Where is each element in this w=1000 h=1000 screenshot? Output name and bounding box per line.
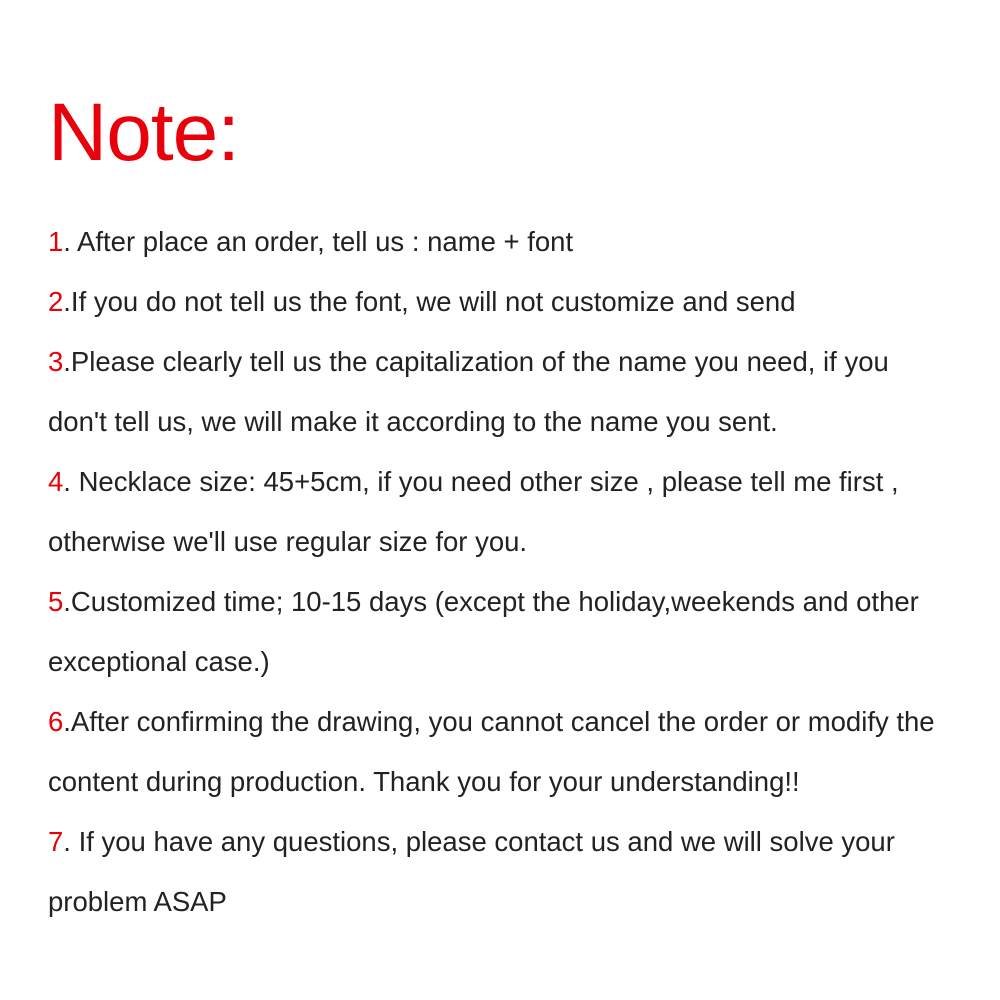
note-text: . After place an order, tell us : name + font: [63, 226, 574, 257]
note-number: 5: [48, 586, 64, 617]
note-text: .Please clearly tell us the capitalization of the name you need, if you: [63, 346, 889, 377]
note-7-line-1: [48, 812, 978, 872]
note-number: 6: [48, 706, 64, 737]
note-number: 7: [48, 826, 64, 857]
note-text: . Necklace size: 45+5cm, if you need other size , please tell me first ,: [63, 466, 899, 497]
note-text-continued: content during production. Thank you for your understanding!!: [48, 766, 800, 797]
note-5-line-1: [48, 572, 978, 632]
note-number: 4: [48, 466, 64, 497]
note-3-line-2: [48, 392, 978, 452]
note-number: 3: [48, 346, 64, 377]
note-text-continued: don't tell us, we will make it according to the name you sent.: [48, 406, 778, 437]
note-2-line-1: [48, 272, 978, 332]
note-4-line-1: [48, 452, 978, 512]
note-7-line-2: [48, 872, 978, 932]
note-text: .If you do not tell us the font, we will not customize and send: [63, 286, 796, 317]
note-6-line-1: [48, 692, 978, 752]
note-6-line-2: [48, 752, 978, 812]
note-4-line-2: [48, 512, 978, 572]
note-5-line-2: [48, 632, 978, 692]
note-number: 1: [48, 226, 64, 257]
note-3-line-1: [48, 332, 978, 392]
note-text: . If you have any questions, please contact us and we will solve your: [63, 826, 895, 857]
note-number: 2: [48, 286, 64, 317]
note-text: .Customized time; 10-15 days (except the holiday,weekends and other: [63, 586, 919, 617]
notes-list: [48, 212, 978, 932]
note-1-line-1: [48, 212, 978, 272]
note-text-continued: exceptional case.): [48, 646, 270, 677]
note-text-continued: problem ASAP: [48, 886, 227, 917]
note-text: .After confirming the drawing, you cannot cancel the order or modify the: [63, 706, 935, 737]
note-text-continued: otherwise we'll use regular size for you.: [48, 526, 528, 557]
note-heading: Note:: [48, 87, 239, 178]
